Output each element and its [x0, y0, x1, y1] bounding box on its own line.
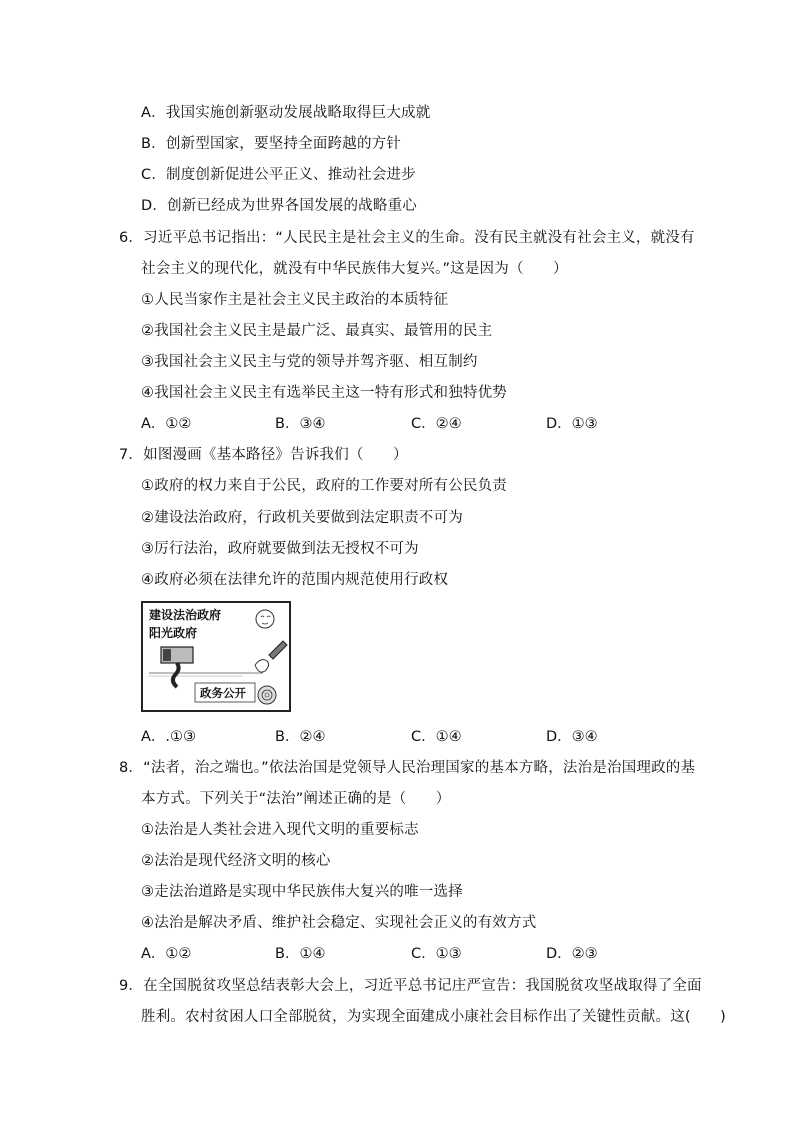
q9-stem-line2: 胜利。农村贫困人口全部脱贫，为实现全面建成小康社会目标作出了关键性贡献。这( )	[141, 1009, 727, 1025]
q6-stem-line1: 6．习近平总书记指出：“人民民主是社会主义的生命。没有民主就没有社会主义，就没有	[119, 230, 695, 246]
q5-option-c: C．制度创新促进公平正义、推动社会进步	[141, 167, 416, 183]
q7-stem: 7．如图漫画《基本路径》告诉我们（ ）	[119, 447, 408, 463]
q8-item-4: ④法治是解决矛盾、维护社会稳定、实现社会正义的有效方式	[141, 915, 537, 931]
cartoon-title-line1: 建设法治政府	[149, 608, 222, 622]
cartoon-basic-path	[141, 601, 291, 712]
q9-stem-line1: 9．在全国脱贫攻坚总结表彰大会上，习近平总书记庄严宣告：我国脱贫攻坚战取得了全面	[119, 978, 702, 994]
q8-stem-line2: 本方式。下列关于“法治”阐述正确的是（ ）	[141, 791, 451, 807]
q6-item-4: ④我国社会主义民主有选举民主这一特有形式和独特优势	[141, 385, 507, 401]
q5-option-b: B．创新型国家，要坚持全面跨越的方针	[141, 136, 402, 152]
q7-choice-c: C．①④	[411, 729, 462, 745]
q8-item-1: ①法治是人类社会进入现代文明的重要标志	[141, 822, 419, 838]
q7-item-1: ①政府的权力来自于公民，政府的工作要对所有公民负责	[141, 478, 507, 494]
q7-choice-a: A．.①③	[141, 729, 197, 745]
q6-choice-d: D．①③	[546, 416, 598, 432]
q8-stem-line1: 8．“法者，治之端也。”依法治国是党领导人民治理国家的基本方略，法治是治国理政的基	[119, 760, 696, 776]
cartoon-label: 政务公开	[200, 686, 246, 700]
q8-choice-c: C．①③	[411, 946, 462, 962]
q8-item-3: ③走法治道路是实现中华民族伟大复兴的唯一选择	[141, 884, 463, 900]
q7-item-4: ④政府必须在法律允许的范围内规范使用行政权	[141, 572, 449, 588]
q7-item-2: ②建设法治政府，行政机关要做到法定职责不可为	[141, 510, 463, 526]
q8-choice-d: D．②③	[546, 946, 598, 962]
q6-stem-line2: 社会主义的现代化，就没有中华民族伟大复兴。”这是因为（ ）	[141, 261, 568, 277]
q5-option-d: D．创新已经成为世界各国发展的战略重心	[141, 198, 417, 214]
q5-option-a: A．我国实施创新驱动发展战略取得巨大成就	[141, 105, 431, 121]
q8-item-2: ②法治是现代经济文明的核心	[141, 853, 331, 869]
q8-choice-a: A．①②	[141, 946, 192, 962]
q7-choice-d: D．③④	[546, 729, 598, 745]
q7-item-3: ③厉行法治，政府就要做到法无授权不可为	[141, 541, 419, 557]
q6-choice-a: A．①②	[141, 416, 192, 432]
q8-choice-b: B．①④	[275, 946, 326, 962]
q6-item-2: ②我国社会主义民主是最广泛、最真实、最管用的民主	[141, 323, 493, 339]
q6-choice-b: B．③④	[275, 416, 326, 432]
q7-choice-b: B．②④	[275, 729, 326, 745]
cartoon-drawing	[143, 603, 289, 710]
q6-item-3: ③我国社会主义民主与党的领导并驾齐驱、相互制约	[141, 354, 478, 370]
q6-item-1: ①人民当家作主是社会主义民主政治的本质特征	[141, 292, 449, 308]
cartoon-title-line2: 阳光政府	[149, 626, 198, 640]
q6-choice-c: C．②④	[411, 416, 462, 432]
